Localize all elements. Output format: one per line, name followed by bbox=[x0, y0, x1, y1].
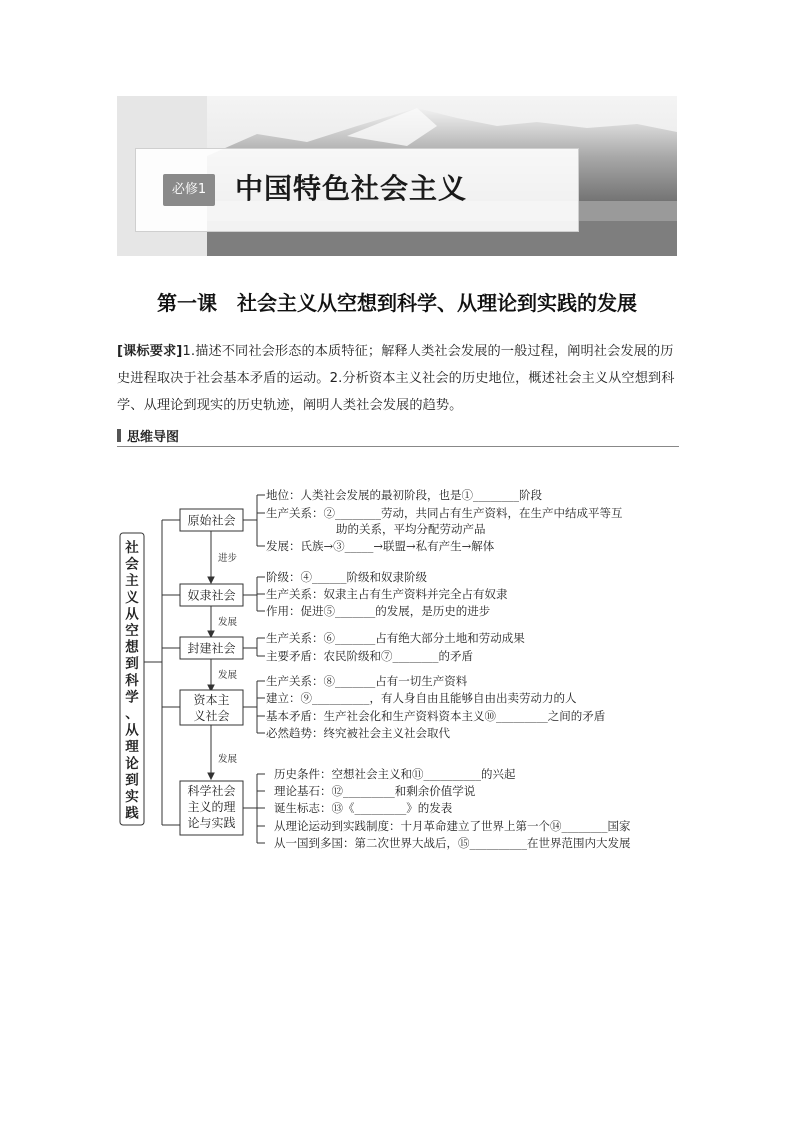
stage-name-feudal: 封建社会 bbox=[187, 641, 236, 656]
stage-name-primitive: 原始社会 bbox=[187, 513, 236, 528]
leaf-item: 从理论运动到实践制度：十月革命建立了世界上第一个⑭________国家 bbox=[274, 819, 631, 833]
stage-node-feudal bbox=[180, 637, 243, 659]
transition-label-4: 发展 bbox=[218, 754, 238, 765]
branch-primitive-items bbox=[266, 488, 623, 553]
mindmap-root-text: 社会主义从空想到科学、从理论到实践 bbox=[125, 540, 139, 822]
stage-name-capitalist-line1: 资本主 bbox=[193, 693, 230, 707]
leaf-item: 生产关系：奴隶主占有生产资料并完全占有奴隶 bbox=[266, 587, 508, 601]
stage-node-slave bbox=[180, 584, 243, 606]
mindmap-root bbox=[120, 533, 144, 825]
stage-node-capitalist bbox=[180, 690, 243, 725]
root-connectors bbox=[144, 520, 180, 825]
leaf-item: 建立：⑨__________，有人身自由且能够自由出卖劳动力的人 bbox=[266, 691, 577, 705]
stage-name-scisoc-line1: 科学社会 bbox=[187, 784, 236, 798]
stage-node-scientific-socialism bbox=[180, 781, 243, 835]
branch-scisoc-items bbox=[274, 767, 631, 850]
leaf-item: 阶级：④______阶级和奴隶阶级 bbox=[266, 570, 427, 584]
branch-slave-items bbox=[266, 570, 508, 618]
module-title: 中国特色社会主义 bbox=[235, 172, 468, 205]
leaf-item: 生产关系：②________劳动，共同占有生产资料，在生产中结成平等互 bbox=[266, 506, 623, 520]
leaf-item: 生产关系：⑧_______占有一切生产资料 bbox=[266, 674, 468, 688]
transition-label-2: 发展 bbox=[218, 617, 238, 628]
leaf-item: 作用：促进⑤_______的发展，是历史的进步 bbox=[266, 604, 491, 618]
requirements-text: 1.描述不同社会形态的本质特征；解释人类社会发展的一般过程，阐明社会发展的历史进程取决于社会基本矛盾的运动。2.分析资本主义社会的历史地位，概述社会主义从空想到科学、从理论到现实的历史轨迹，阐明人类社会发展的趋势。 bbox=[117, 344, 675, 413]
leaf-item: 基本矛盾：生产社会化和生产资料资本主义⑩_________之间的矛盾 bbox=[266, 709, 606, 723]
stage-node-primitive bbox=[180, 509, 243, 531]
leaf-item: 发展：氏族→③_____→联盟→私有产生→解体 bbox=[266, 539, 495, 553]
leaf-item: 诞生标志：⑬《_________》的发表 bbox=[274, 801, 453, 815]
stage-name-scisoc-line3: 论与实践 bbox=[187, 816, 236, 830]
lesson-title: 第一课 社会主义从空想到科学、从理论到实践的发展 bbox=[157, 291, 637, 315]
branch-brackets bbox=[243, 495, 265, 843]
branch-feudal-items bbox=[266, 631, 525, 663]
stage-name-slave: 奴隶社会 bbox=[187, 588, 236, 603]
stage-name-capitalist-line2: 义社会 bbox=[193, 709, 230, 723]
transition-label-1: 进步 bbox=[218, 553, 238, 564]
leaf-item: 主要矛盾：农民阶级和⑦________的矛盾 bbox=[266, 649, 473, 663]
leaf-item: 理论基石：⑫_________和剩余价值学说 bbox=[274, 784, 476, 798]
leaf-item: 历史条件：空想社会主义和⑪__________的兴起 bbox=[274, 767, 516, 781]
stage-name-scisoc-line2: 主义的理 bbox=[187, 800, 236, 814]
module-badge: 必修1 bbox=[163, 174, 215, 206]
transition-label-3: 发展 bbox=[218, 670, 238, 681]
leaf-item: 生产关系：⑥_______占有绝大部分土地和劳动成果 bbox=[266, 631, 525, 645]
leaf-item: 从一国到多国：第二次世界大战后，⑮__________在世界范围内大发展 bbox=[274, 836, 631, 850]
leaf-item: 必然趋势：终究被社会主义社会取代 bbox=[266, 726, 450, 740]
branch-capitalist-items bbox=[266, 674, 605, 740]
requirements-label: [课标要求] bbox=[117, 344, 183, 359]
section-heading-text: 思维导图 bbox=[127, 430, 180, 445]
leaf-item: 助的关系，平均分配劳动产品 bbox=[336, 522, 486, 536]
leaf-item: 地位：人类社会发展的最初阶段，也是①________阶段 bbox=[266, 488, 542, 502]
